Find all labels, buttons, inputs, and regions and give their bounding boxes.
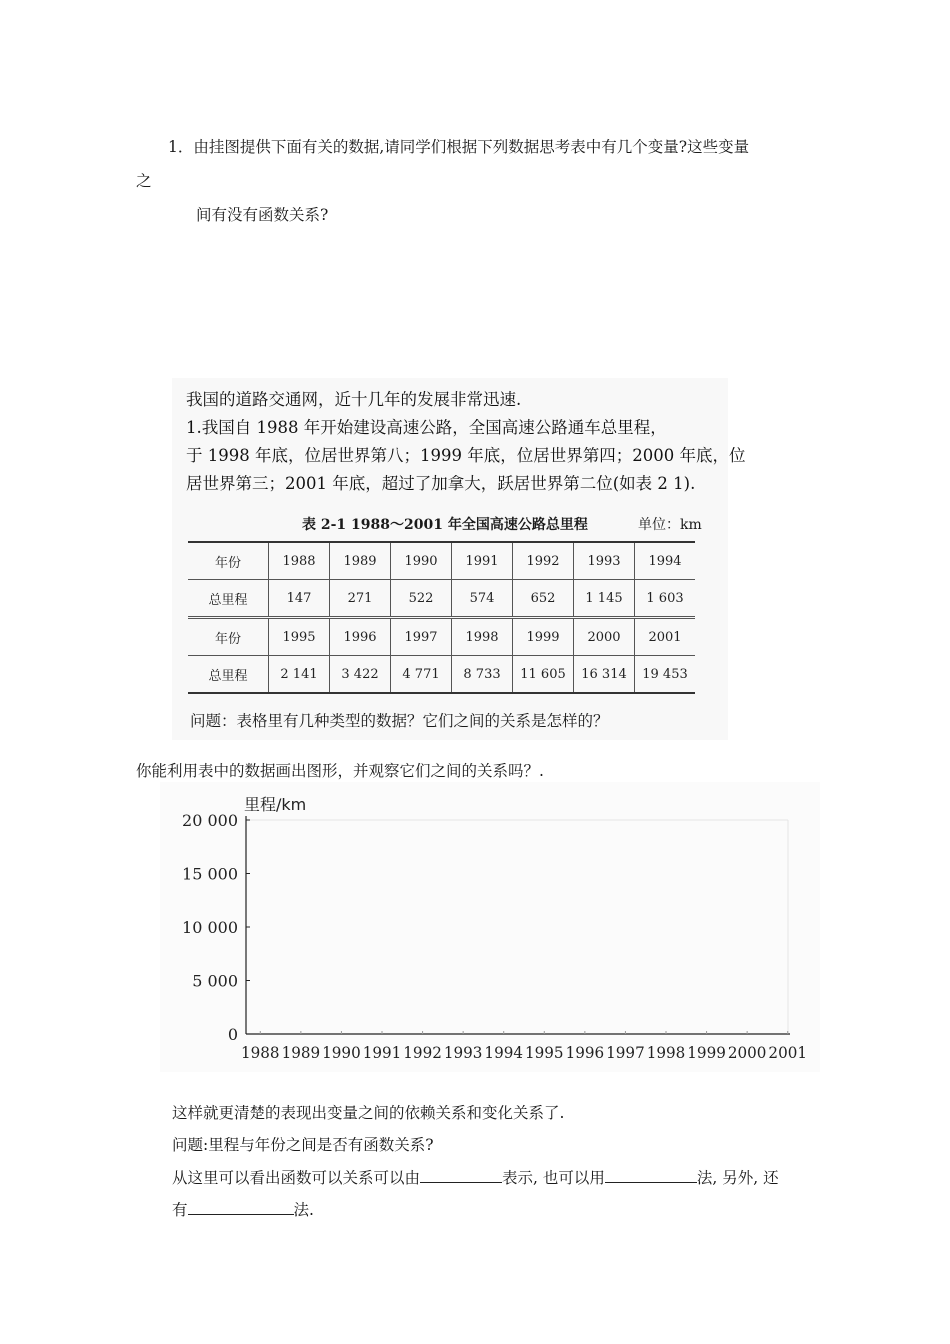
y-axis-label: 里程/km [244,795,307,814]
table-cell: 19 453 [635,656,696,694]
table-row [188,618,695,656]
intro-line-1: 1．由挂图提供下面有关的数据,请同学们根据下列数据思考表中有几个变量?这些变量 [168,138,750,156]
fill-text: 法, 另外, 还 [696,1169,779,1187]
scan-paragraph-1: 我国的道路交通网，近十几年的发展非常迅速. [186,390,522,409]
mileage-table [188,541,695,694]
table-cell: 1998 [452,618,513,656]
intro-line-2: 间有没有函数关系? [196,206,329,224]
table-row [188,580,695,618]
y-tick-label: 0 [227,1025,238,1044]
fill-blank-line-1 [172,1166,779,1189]
table-row [188,656,695,694]
question-3: 问题:里程与年份之间是否有函数关系? [172,1136,434,1154]
table-cell: 11 605 [513,656,574,694]
fill-text: 有 [172,1201,188,1219]
y-tick-label: 5 000 [192,971,238,991]
table-cell: 2001 [635,618,696,656]
table-cell: 1991 [452,542,513,580]
scan-paragraph-2: 1.我国自 1988 年开始建设高速公路，全国高速公路通车总里程， [186,418,667,437]
x-tick-label: 1989 [281,1043,321,1062]
x-tick-label: 1991 [362,1043,402,1062]
table-cell: 1993 [574,542,635,580]
table-cell: 1 145 [574,580,635,618]
empty-chart [160,782,820,1072]
row-header: 总里程 [208,668,248,684]
table-cell: 1989 [330,542,391,580]
x-tick-label: 1990 [322,1043,361,1062]
table-cell: 147 [269,580,330,618]
table-row [188,542,695,580]
table-cell: 4 771 [391,656,452,694]
scan-paragraph-4: 居世界第三；2001 年底，超过了加拿大，跃居世界第二位(如表 2 1). [186,474,696,493]
table-cell: 3 422 [330,656,391,694]
blank-field-3[interactable] [188,1198,294,1215]
table-cell: 1996 [330,618,391,656]
fill-text: 表示, 也可以用 [502,1169,605,1187]
x-tick-label: 2000 [727,1043,767,1062]
x-tick-label: 1993 [443,1043,483,1062]
x-tick-label: 1995 [525,1043,564,1062]
scanned-textbook-excerpt [172,378,746,740]
table-cell: 1995 [269,618,330,656]
x-tick-label: 1998 [646,1043,686,1062]
x-tick-label: 1996 [565,1043,605,1062]
y-tick-label: 20 000 [182,811,238,830]
row-header: 年份 [214,631,241,647]
table-cell: 8 733 [452,656,513,694]
chart-svg [160,782,820,1072]
table-unit: 单位：km [638,517,702,533]
table-cell: 1994 [635,542,696,580]
x-tick-label: 2001 [768,1043,807,1062]
table-cell: 16 314 [574,656,635,694]
x-tick-label: 1994 [484,1043,523,1062]
table-cell: 1990 [391,542,452,580]
table-cell: 1999 [513,618,574,656]
question-2: 你能利用表中的数据画出图形，并观察它们之间的关系吗？. [136,762,544,780]
x-tick-label: 1992 [403,1043,442,1062]
table-cell: 2 141 [269,656,330,694]
x-tick-label: 1988 [241,1043,280,1062]
table-cell: 652 [513,580,574,618]
question-1: 问题：表格里有几种类型的数据？它们之间的关系是怎样的？ [190,712,609,730]
fill-text: 法. [293,1201,314,1219]
fill-text: 从这里可以看出函数可以关系可以由 [172,1169,421,1187]
row-header: 总里程 [208,592,248,608]
table-cell: 271 [330,580,391,618]
summary-line: 这样就更清楚的表现出变量之间的依赖关系和变化关系了. [172,1104,565,1122]
table-cell: 2000 [574,618,635,656]
y-tick-label: 10 000 [182,918,238,937]
blank-field-1[interactable] [420,1166,502,1183]
x-tick-label: 1999 [687,1043,726,1062]
table-cell: 522 [391,580,452,618]
y-tick-label: 15 000 [182,864,238,884]
row-header: 年份 [214,555,241,571]
table-cell: 1988 [269,542,330,580]
table-cell: 1992 [513,542,574,580]
fill-blank-line-2 [172,1198,314,1221]
table-cell: 1997 [391,618,452,656]
x-tick-label: 1997 [606,1043,645,1062]
scan-paragraph-3: 于 1998 年底，位居世界第八；1999 年底，位居世界第四；2000 年底，位 [186,446,746,465]
intro-line-1-tail: 之 [136,172,152,190]
blank-field-2[interactable] [605,1166,697,1183]
table-cell: 574 [452,580,513,618]
table-cell: 1 603 [635,580,696,618]
table-caption: 表 2-1 1988～2001 年全国高速公路总里程 [302,517,588,533]
